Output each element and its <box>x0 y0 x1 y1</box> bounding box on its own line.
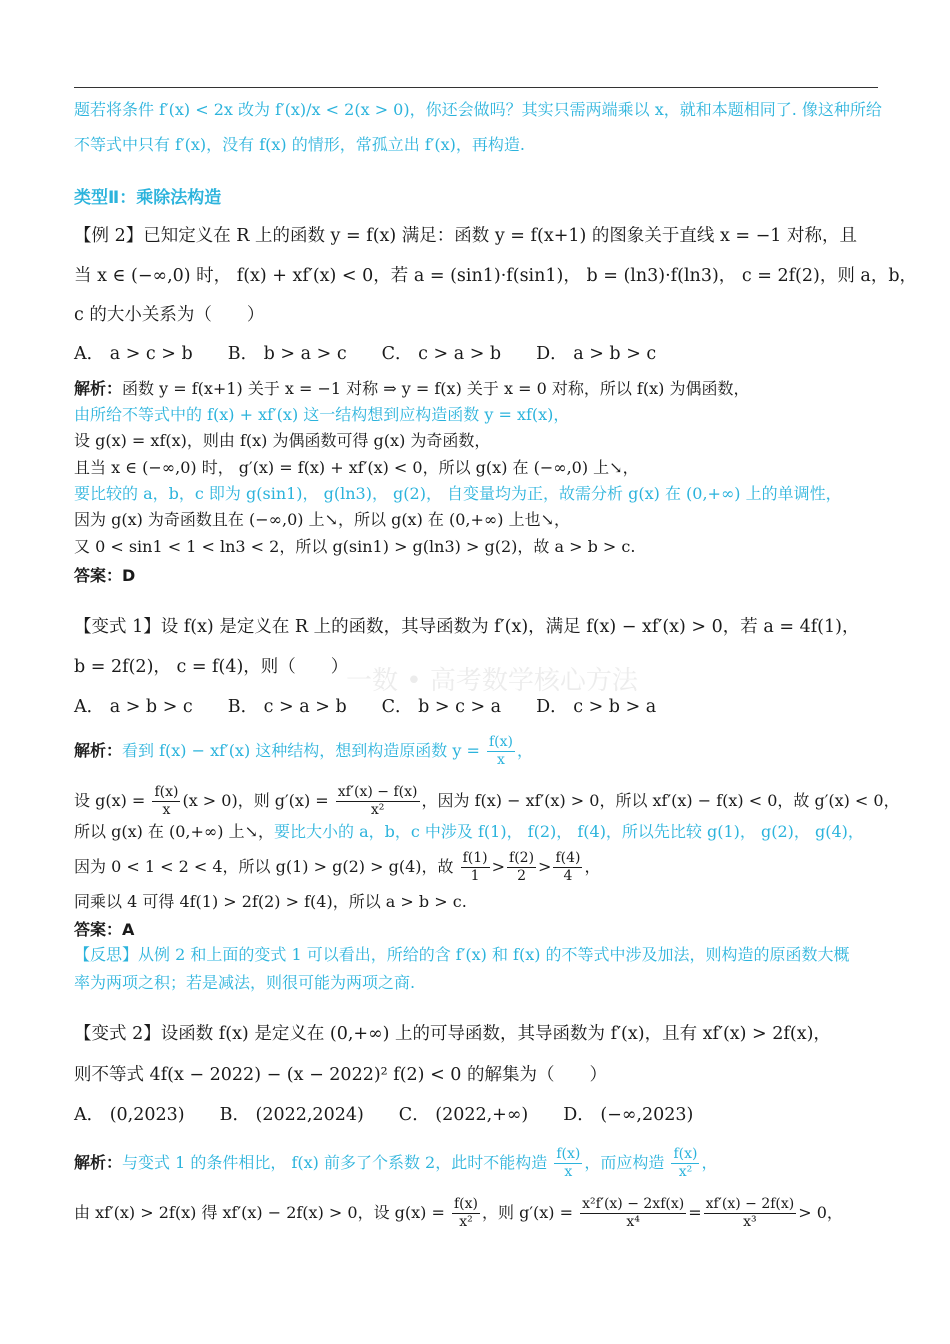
variant1-answer: 答案：A <box>74 920 135 939</box>
numerator: xf′(x) − 2f(x) <box>705 1196 795 1212</box>
solution-text: 由 xf′(x) > 2f(x) 得 xf′(x) − 2f(x) > 0，设 g(x) = <box>74 1203 445 1222</box>
solution-text: > 0， <box>798 1203 843 1222</box>
variant1-question-1: 【变式 1】设 f(x) 是定义在 R 上的函数，其导函数为 f′(x)，满足 f(x) − xf′(x) > 0，若 a = 4f(1)， <box>74 617 860 637</box>
denominator: 4 <box>563 868 573 884</box>
variant2-solution-1: 解析：与变式 1 的条件相比， f(x) 前多了个系数 2，此时不能构造 $\frac{f(x)}{x}$ ，而应构造 $\frac{f(x)}{\text{x²}}$ ， <box>74 1146 718 1180</box>
numerator: f(x) <box>489 734 514 750</box>
solution-text: 看到 f(x) − xf′(x) 这种结构，想到构造原函数 y = <box>122 741 480 760</box>
intro-line-2: 不等式中只有 f′(x)，没有 f(x) 的情形，常孤立出 f′(x)，再构造. <box>74 135 525 154</box>
example2-question-3: c 的大小关系为（ ） <box>74 305 265 325</box>
solution-text: 函数 y = f(x+1) 关于 x = −1 对称 ⇒ y = f(x) 关于 x = 0 对称，所以 f(x) 为偶函数， <box>122 379 750 398</box>
variant1-solution-4: 因为 0 < 1 < 2 < 4，所以 g(1) > g(2) > g(4)，故 $\frac{f(1)}{1}$ > $\frac{f(2)}{2}$ > $\frac{f(4)}{4}$ ， <box>74 850 601 884</box>
solution-text: ，则 g′(x) = <box>482 1203 573 1222</box>
example2-options: A． a > c > b B． b > a > c C． c > a > b D． a > b > c <box>74 344 657 364</box>
variant1-question-2: b = 2f(2)， c = f(4)，则（ ） <box>74 657 349 677</box>
solution-text: 要比大小的 a，b，c 中涉及 f(1)， f(2)， f(4)，所以先比较 g(1)， g(2)， g(4)， <box>274 822 864 841</box>
solution-text: 设 g(x) = <box>74 791 146 810</box>
numerator: f(x) <box>673 1146 698 1162</box>
fraction <box>704 1196 797 1231</box>
watermark: 一数 • 高考数学核心方法 <box>346 666 638 696</box>
variant2-solution-2: 由 xf′(x) > 2f(x) 得 xf′(x) − 2f(x) > 0，设 g(x) = $\frac{f(x)}{\text{x²}}$ ，则 g′(x) = $\frac{\text{x²f′(x) − 2xf(x)}}{\text{x⁴}}$ = $\frac{xf'(x) - 2f(x)}{\text{x³}}$ > 0， <box>74 1196 843 1230</box>
numerator: f(2) <box>509 850 535 866</box>
variant1-options: A． a > b > c B． c > a > b C． b > c > a D． c > b > a <box>74 697 657 717</box>
variant1-solution-2 <box>74 784 900 819</box>
numerator: xf′(x) − f(x) <box>337 784 418 800</box>
solution-text: ，因为 f(x) − xf′(x) > 0，所以 xf′(x) − f(x) < 0，故 g′(x) < 0， <box>421 791 900 810</box>
fraction <box>452 1196 480 1231</box>
reflection-line-1: 【反思】从例 2 和上面的变式 1 可以看出，所给的含 f′(x) 和 f(x) 的不等式中涉及加法，则构造的原函数大概 <box>74 945 850 964</box>
example2-solution-3: 设 g(x) = xf(x)，则由 f(x) 为偶函数可得 g(x) 为奇函数， <box>74 431 491 450</box>
numerator: x²f′(x) − 2xf(x) <box>582 1196 685 1212</box>
variant1-solution-5: 同乘以 4 可得 4f(1) > 2f(2) > f(4)，所以 a > b > c. <box>74 892 467 911</box>
denominator: x² <box>678 1164 693 1180</box>
example2-answer: 答案：D <box>74 566 136 585</box>
fraction <box>553 850 582 885</box>
reflection-line-2: 率为两项之积；若是减法，则很可能为两项之商. <box>74 973 416 992</box>
solution-text: 因为 0 < 1 < 2 < 4，所以 g(1) > g(2) > g(4)，故 <box>74 857 454 876</box>
fraction <box>671 1146 699 1181</box>
denominator: x⁴ <box>626 1214 640 1230</box>
denominator: x <box>162 802 171 818</box>
solution-text: ，而应构造 <box>584 1153 665 1172</box>
variant2-question-2: 则不等式 4f(x − 2022) − (x − 2022)² f(2) < 0 的解集为（ ） <box>74 1065 607 1085</box>
solution-text: 与变式 1 的条件相比， f(x) 前多了个系数 2，此时不能构造 <box>122 1153 548 1172</box>
intro-line-1: 题若将条件 f′(x) < 2x 改为 f′(x)/x < 2(x > 0)，你还会做吗？其实只需两端乘以 x，就和本题相同了. 像这种所给 <box>74 100 882 119</box>
example2-question-1: 【例 2】已知定义在 R 上的函数 y = f(x) 满足：函数 y = f(x+1) 的图象关于直线 x = −1 对称，且 <box>74 226 857 246</box>
solution-text: 所以 g(x) 在 (0,+∞) 上↘， <box>74 822 274 841</box>
denominator: x <box>564 1164 573 1180</box>
fraction <box>580 1196 686 1231</box>
denominator: 2 <box>517 868 526 884</box>
numerator: f(4) <box>555 850 581 866</box>
variant2-question-1: 【变式 2】设函数 f(x) 是定义在 (0,+∞) 上的可导函数，其导函数为 f′(x)，且有 xf′(x) > 2f(x)， <box>74 1024 831 1044</box>
denominator: x <box>497 752 505 768</box>
numerator: f(x) <box>154 784 179 800</box>
fraction <box>152 784 180 819</box>
fraction <box>461 850 490 885</box>
solution-label: 解析： <box>74 379 123 398</box>
variant2-options: A． (0,2023) B． (2022,2024) C． (2022,+∞) D． (−∞,2023) <box>74 1105 694 1125</box>
variant1-solution-1: 解析：看到 f(x) − xf′(x) 这种结构，想到构造原函数 y = $\frac{f(x)}{x}$ ， <box>74 734 534 768</box>
solution-text: (x > 0)，则 g′(x) = <box>182 791 329 810</box>
fraction <box>487 734 515 769</box>
fraction <box>554 1146 582 1181</box>
header-rule <box>74 87 878 88</box>
denominator: x² <box>459 1214 473 1230</box>
numerator: f(x) <box>556 1146 581 1162</box>
section-title: 类型Ⅱ：乘除法构造 <box>74 188 222 208</box>
example2-question-2: 当 x ∈ (−∞,0) 时， f(x) + xf′(x) < 0，若 a = (sin1)·f(sin1)， b = (ln3)·f(ln3)， c = 2f(2)，则 a，b， <box>74 266 918 286</box>
denominator: x³ <box>743 1214 757 1230</box>
solution-label: 解析： <box>74 1153 123 1172</box>
example2-solution-6: 因为 g(x) 为奇函数且在 (−∞,0) 上↘，所以 g(x) 在 (0,+∞) 上也↘， <box>74 510 570 529</box>
fraction <box>336 784 420 819</box>
variant1-solution-3 <box>74 820 864 844</box>
denominator: x² <box>370 802 385 818</box>
denominator: 1 <box>470 868 480 884</box>
example2-solution-1 <box>74 377 749 401</box>
example2-solution-5: 要比较的 a，b，c 即为 g(sin1)， g(ln3)， g(2)， 自变量均为正，故需分析 g(x) 在 (0,+∞) 上的单调性， <box>74 484 842 503</box>
numerator: f(1) <box>462 850 488 866</box>
numerator: f(x) <box>454 1196 479 1212</box>
example2-solution-7: 又 0 < sin1 < 1 < ln3 < 2，所以 g(sin1) > g(ln3) > g(2)，故 a > b > c. <box>74 537 636 556</box>
solution-label: 解析： <box>74 741 123 760</box>
fraction <box>507 850 536 885</box>
example2-solution-4: 且当 x ∈ (−∞,0) 时， g′(x) = f(x) + xf′(x) < 0，所以 g(x) 在 (−∞,0) 上↘， <box>74 458 639 477</box>
example2-solution-2: 由所给不等式中的 f(x) + xf′(x) 这一结构想到应构造函数 y = xf(x)， <box>74 405 570 424</box>
